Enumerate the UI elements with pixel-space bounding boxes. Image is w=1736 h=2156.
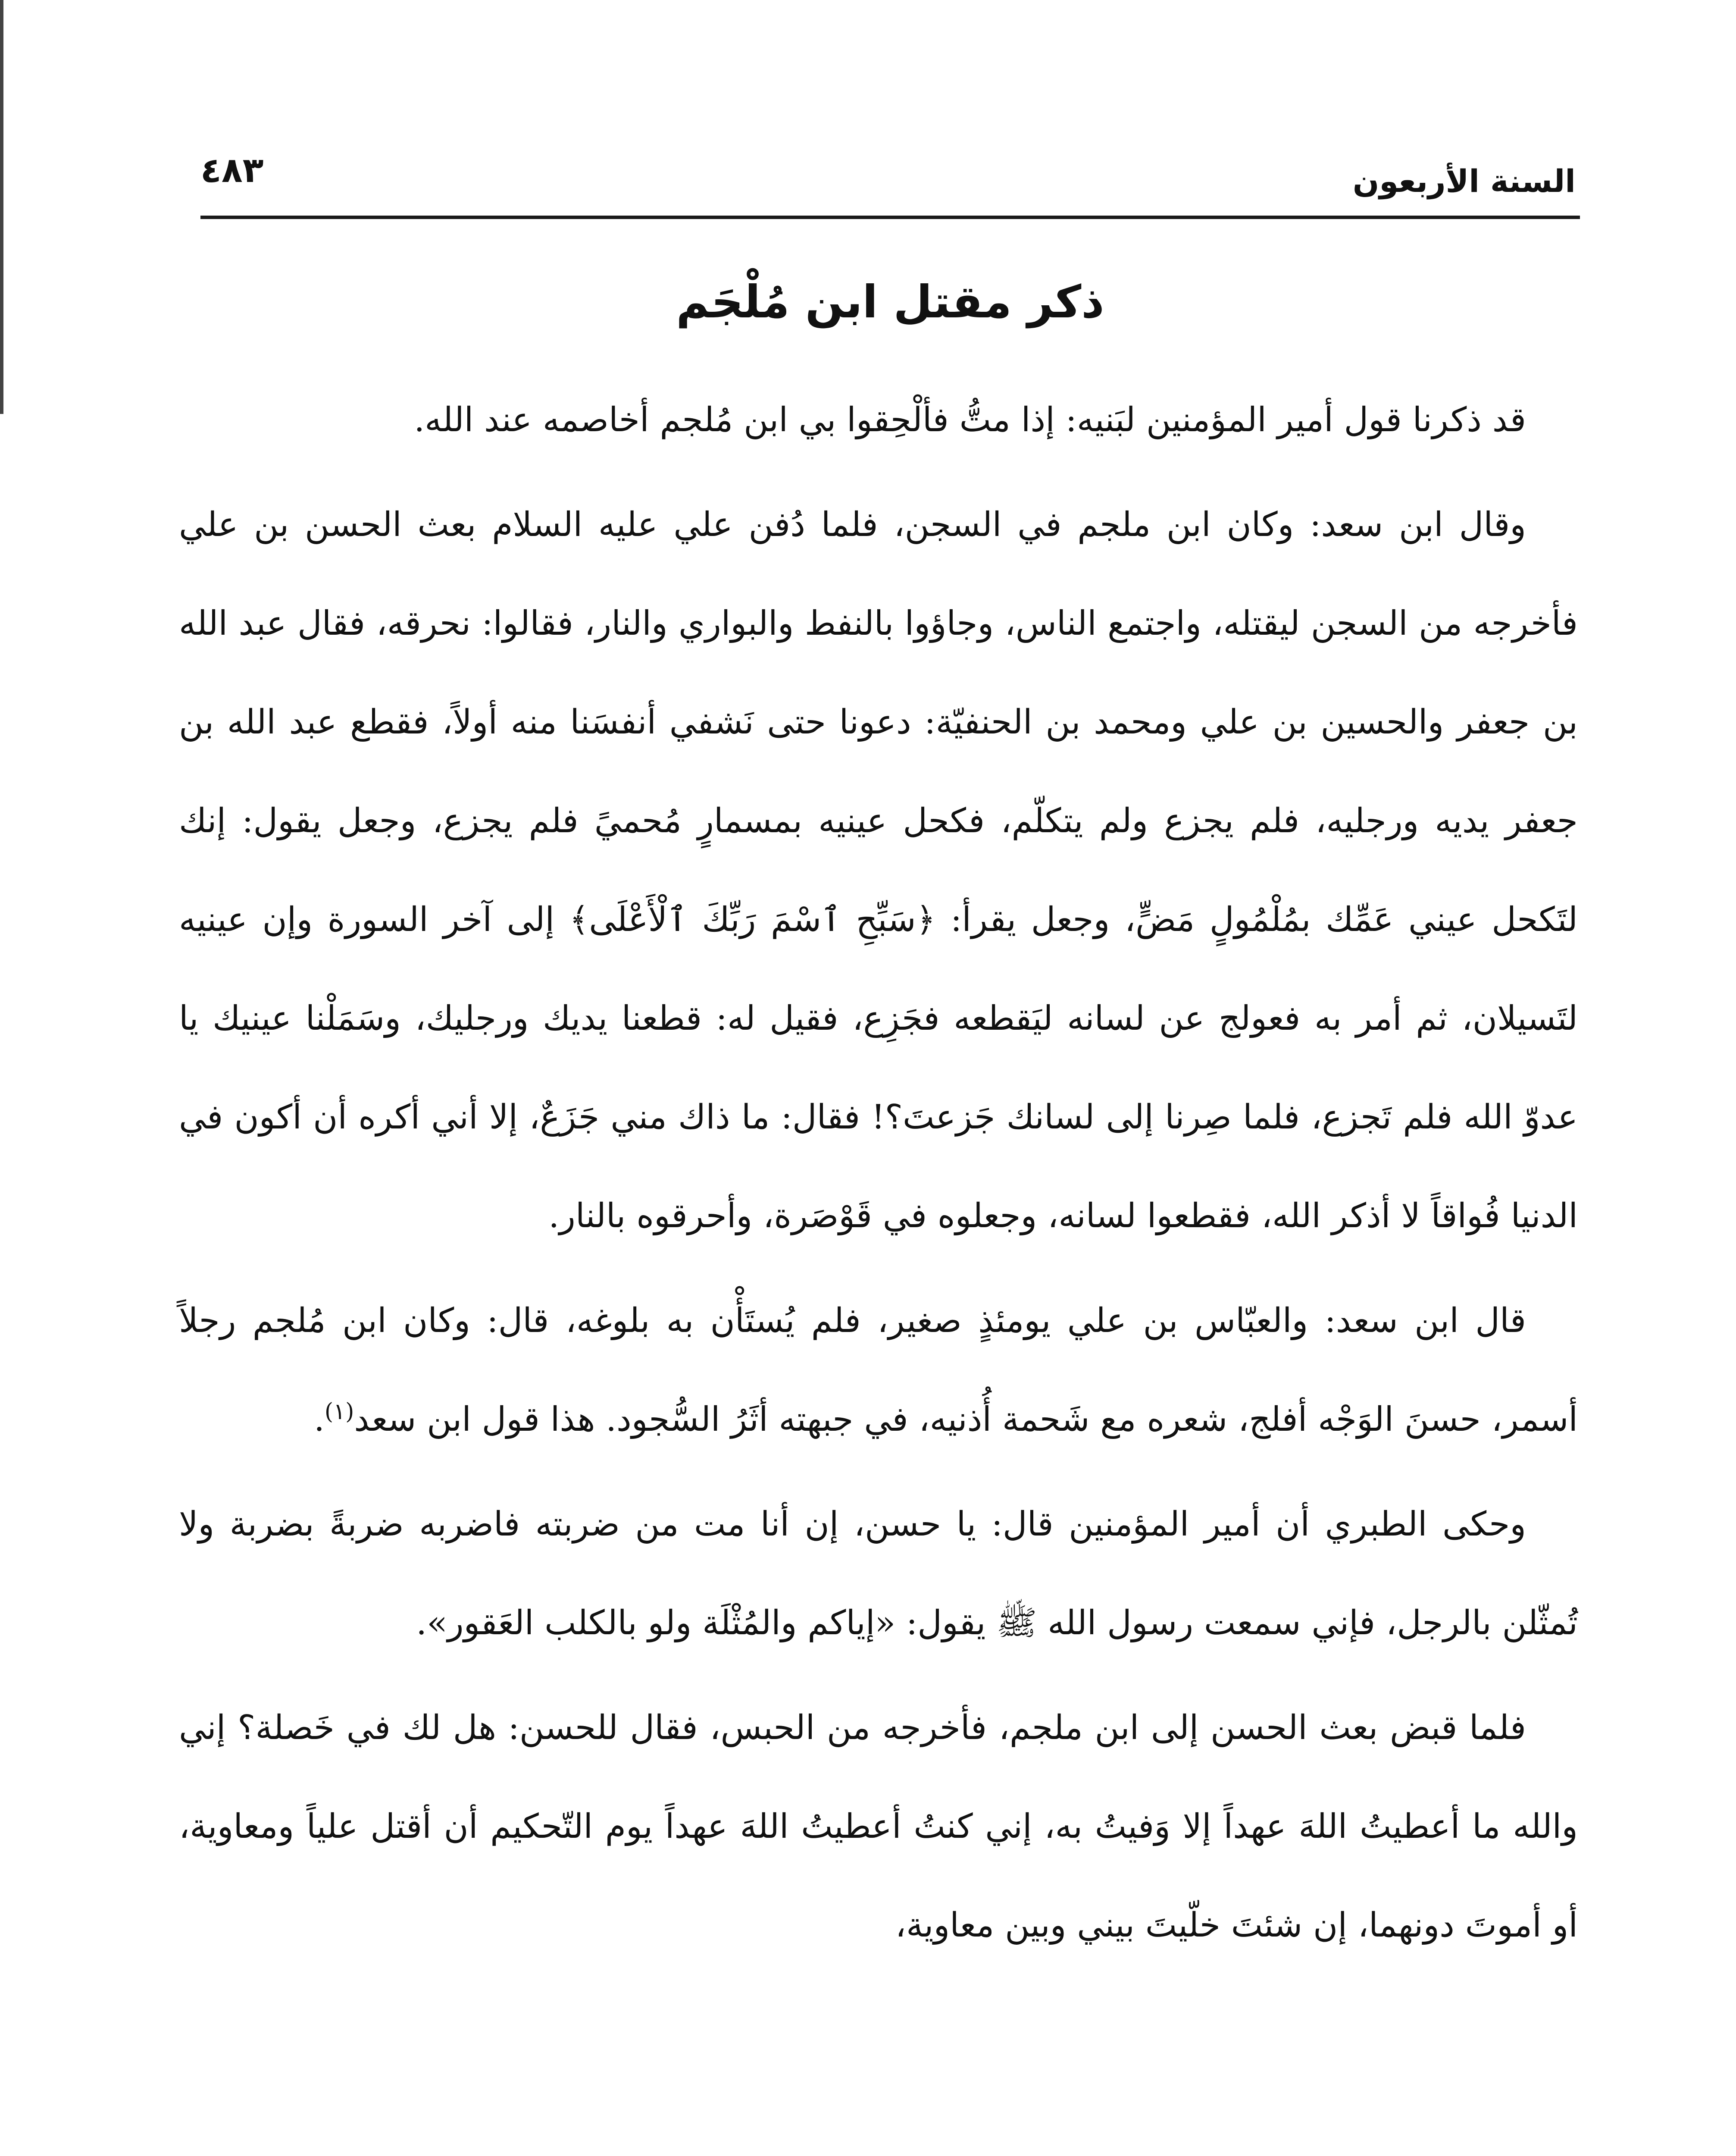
section-title: ذكر مقتل ابن مُلْجَم (676, 276, 1104, 328)
running-title: السنة الأربعون (1352, 163, 1576, 199)
paragraph (179, 1272, 1578, 1469)
footnote-reference: (١) (324, 1399, 354, 1425)
body-text (179, 371, 1578, 1981)
paragraph: وحكى الطبري أن أمير المؤمنين قال: يا حسن، إن أنا مت من ضربته فاضربه ضربةً بضربة ولا تُمثّلن بالرجل، فإني سمعت رسول الله ﷺ يقول: «إياكم والمُثْلَة ولو بالكلب العَقور». (179, 1505, 1578, 1642)
header-rule (200, 216, 1580, 219)
page-number: ٤٨٣ (200, 150, 264, 190)
paragraph: وقال ابن سعد: وكان ابن ملجم في السجن، فلما دُفن علي عليه السلام بعث الحسن بن علي فأخرجه من السجن ليقتله، واجتمع الناس، وجاؤوا بالنفط والبواري والنار، فقالوا: نحرقه، فقال عبد الله بن جعفر والحسين بن علي ومحمد بن الحنفيّة: دعونا حتى نَشفي أنفسَنا منه أولاً، فقطع عبد الله بن جعفر يديه ورجليه، فلم يجزع ولم يتكلّم، فكحل عينيه بمسمارٍ مُحميً فلم يجزع، وجعل يقول: إنك لتَكحل عيني عَمِّك بمُلْمُولٍ مَضٍّ، وجعل يقرأ: ﴿سَبِّحِ ٱسْمَ رَبِّكَ ٱلْأَعْلَى﴾ إلى آخر السورة وإن عينيه لتَسيلان، ثم أمر به فعولج عن لسانه ليَقطعه فجَزِع، فقيل له: قطعنا يديك ورجليك، وسَمَلْنا عينيك يا عدوّ الله فلم تَجزع، فلما صِرنا إلى لسانك جَزعتَ؟! فقال: ما ذاك مني جَزَعٌ، إلا أني أكره أن أكون في الدنيا فُواقاً لا أذكر الله، فقطعوا لسانه، وجعلوه في قَوْصَرة، وأحرقوه بالنار. (179, 505, 1578, 1235)
paragraph-text: قال ابن سعد: والعبّاس بن علي يومئذٍ صغير، فلم يُستَأْن به بلوغه، قال: وكان ابن مُلجم رجلاً أسمر، حسنَ الوَجْه أفلج، شعره مع شَحمة أُذنيه، في جبهته أثَرُ السُّجود. هذا قول ابن سعد (179, 1301, 1578, 1439)
sentence-end: . (314, 1400, 325, 1439)
paragraph: قد ذكرنا قول أمير المؤمنين لبَنيه: إذا متُّ فألْحِقوا بي ابن مُلجم أخاصمه عند الله. (414, 401, 1526, 439)
paragraph: فلما قبض بعث الحسن إلى ابن ملجم، فأخرجه من الحبس، فقال للحسن: هل لك في خَصلة؟ إني والله ما أعطيتُ اللهَ عهداً إلا وَفيتُ به، إني كنتُ أعطيتُ اللهَ عهداً يوم التّحكيم أن أقتل علياً ومعاوية، أو أموتَ دونهما، إن شئتَ خلّيتَ بيني وبين معاوية، (179, 1708, 1578, 1945)
page-header (200, 129, 1576, 216)
scan-edge-shadow (0, 0, 3, 414)
